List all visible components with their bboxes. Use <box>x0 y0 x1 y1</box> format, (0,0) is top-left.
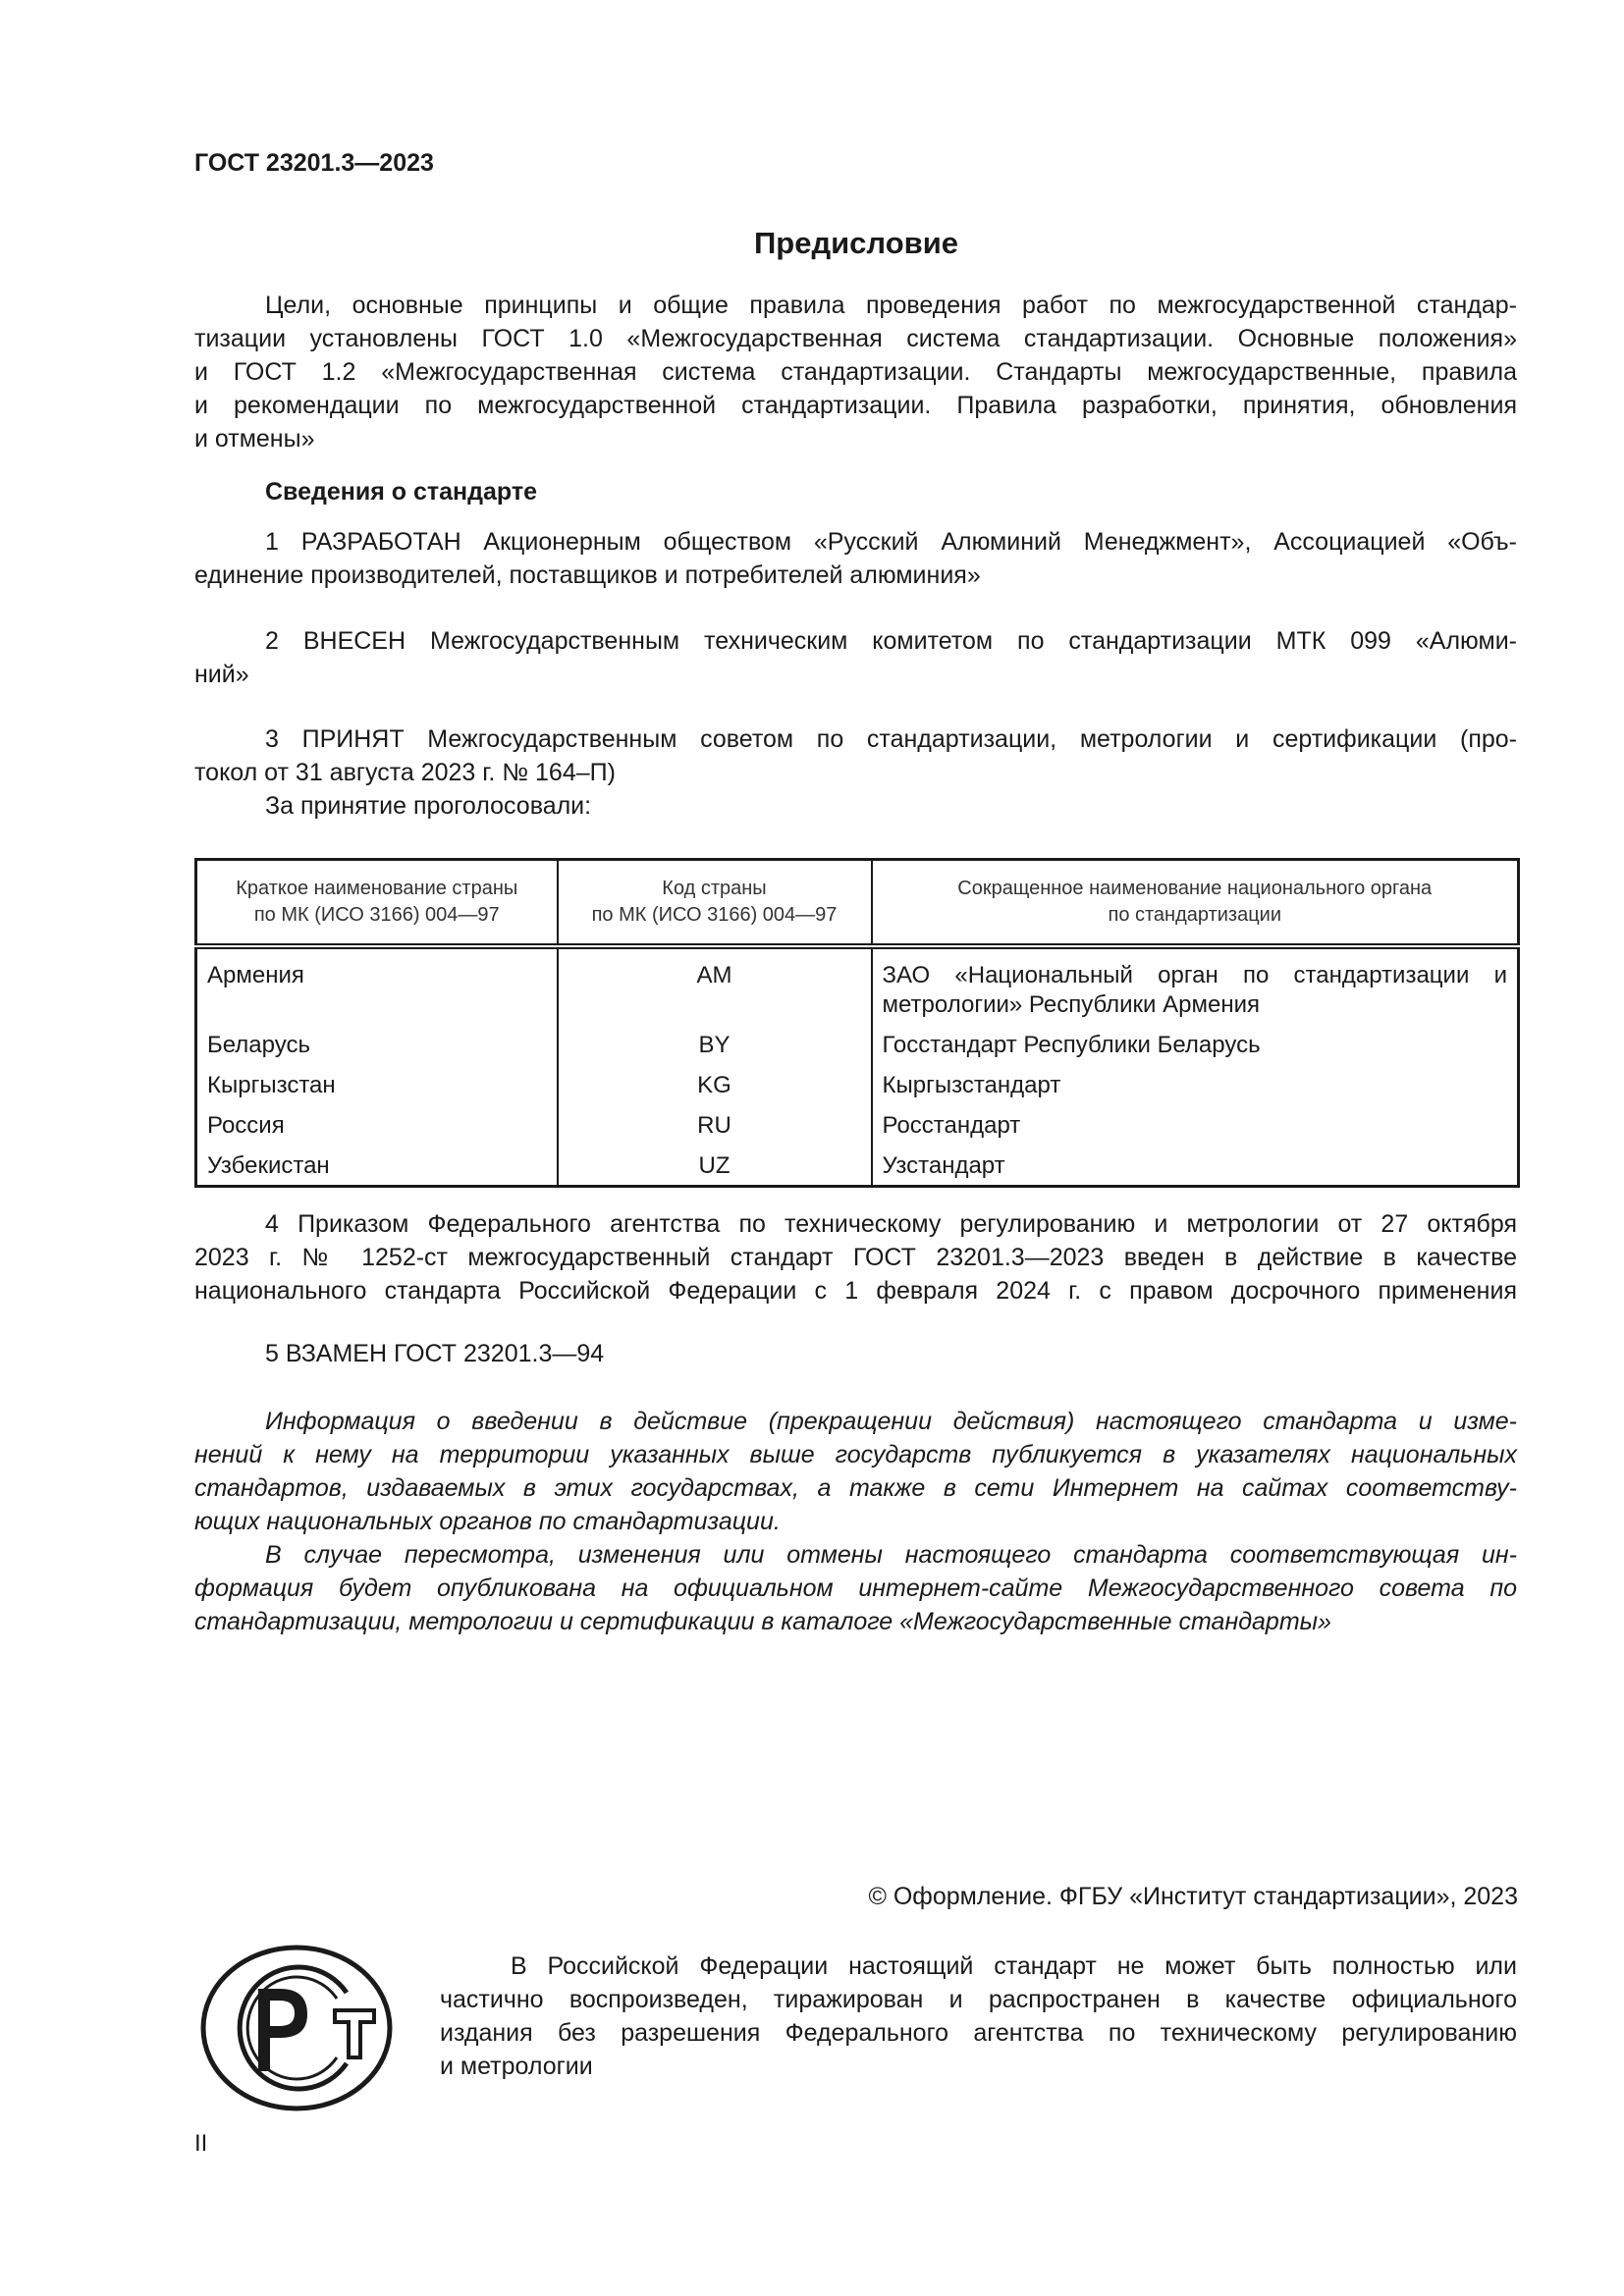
item-submitted <box>194 624 1517 691</box>
table-row <box>196 1064 1519 1104</box>
text-line: и рекомендации по межгосударственной стандартизации. Правила разработки, принятия, обновления <box>194 392 1517 419</box>
code-cell: KG <box>558 1064 872 1104</box>
text-line: 4 Приказом Федерального агентства по техническому регулированию и метрологии от 27 октября <box>265 1210 1517 1238</box>
voting-countries-table <box>194 858 1520 1188</box>
country-cell: Беларусь <box>196 1024 558 1064</box>
column-header-code: Код страны по МК (ИСО 3166) 004—97 <box>558 860 872 947</box>
text-line: стандартизации, метрологии и сертификации в каталоге «Межгосударственные стандарты» <box>194 1608 1331 1635</box>
code-cell: RU <box>558 1104 872 1145</box>
table-header-row <box>196 860 1519 947</box>
country-cell: Кыргызстан <box>196 1064 558 1104</box>
text-line: и отмены» <box>194 425 315 453</box>
text-line: ющих национальных органов по стандартизации. <box>194 1508 781 1535</box>
text-line: токол от 31 августа 2023 г. № 164–П) <box>194 759 616 786</box>
text-line: нений к нему на территории указанных выше государств публикуется в указателях национальных <box>194 1441 1517 1468</box>
text-line: 2 ВНЕСЕН Межгосударственным техническим комитетом по стандартизации МТК 099 «Алюми- <box>265 627 1517 655</box>
voted-label: За принятие проголосовали: <box>265 792 592 820</box>
text-line: национального стандарта Российской Федерации с 1 февраля 2024 г. с правом досрочного применения <box>194 1277 1517 1305</box>
text-line: 2023 г. № 1252-ст межгосударственный стандарт ГОСТ 23201.3—2023 введен в действие в качестве <box>194 1244 1517 1271</box>
country-cell: Узбекистан <box>196 1145 558 1187</box>
code-cell: UZ <box>558 1145 872 1187</box>
page-number: II <box>194 2130 208 2157</box>
body-cell: Узстандарт <box>872 1145 1519 1187</box>
info-paragraph <box>194 1405 1517 1638</box>
item-replaces: 5 ВЗАМЕН ГОСТ 23201.3—94 <box>265 1340 605 1367</box>
text-line: тизации установлены ГОСТ 1.0 «Межгосударственная система стандартизации. Основные положения» <box>194 325 1517 352</box>
document-id: ГОСТ 23201.3—2023 <box>194 149 434 177</box>
text-line: Цели, основные принципы и общие правила проведения работ по межгосударственной стандар- <box>265 292 1517 319</box>
body-cell: Росстандарт <box>872 1104 1519 1145</box>
body-cell: Кыргызстандарт <box>872 1064 1519 1104</box>
text-line: формация будет опубликована на официальном интернет-сайте Межгосударственного совета по <box>194 1575 1517 1602</box>
text-line: и метрологии <box>440 2053 593 2080</box>
column-header-country: Краткое наименование страны по МК (ИСО 3166) 004—97 <box>196 860 558 947</box>
item-enacted <box>194 1207 1517 1308</box>
page-title: Предисловие <box>753 226 958 260</box>
text-line: 3 ПРИНЯТ Межгосударственным советом по стандартизации, метрологии и сертификации (про- <box>265 725 1517 753</box>
code-cell: BY <box>558 1024 872 1064</box>
body-cell: ЗАО «Национальный орган по стандартизации и метрологии» Республики Армения <box>872 946 1519 1024</box>
table-row <box>196 1024 1519 1064</box>
text-line: единение производителей, поставщиков и потребителей алюминия» <box>194 561 981 589</box>
table-row <box>196 1145 1519 1187</box>
table-row <box>196 946 1519 1024</box>
text-line: В Российской Федерации настоящий стандарт не может быть полностью или <box>511 1952 1517 1980</box>
text-line: ний» <box>194 661 249 688</box>
country-cell: Россия <box>196 1104 558 1145</box>
text-line: 1 РАЗРАБОТАН Акционерным обществом «Русский Алюминий Менеджмент», Ассоциацией «Объ- <box>265 528 1517 556</box>
text-line: издания без разрешения Федерального агентства по техническому регулированию <box>440 2019 1517 2047</box>
text-line: стандартов, издаваемых в этих государствах, а также в сети Интернет на сайтах соответству- <box>194 1474 1517 1502</box>
code-cell: AM <box>558 946 872 1024</box>
text-line: и ГОСТ 1.2 «Межгосударственная система стандартизации. Стандарты межгосударственные, правила <box>194 358 1517 386</box>
column-header-body: Сокращенное наименование национального органа по стандартизации <box>872 860 1519 947</box>
country-cell: Армения <box>196 946 558 1024</box>
intro-paragraph <box>194 289 1517 455</box>
item-adopted <box>194 722 1517 823</box>
section-heading: Сведения о стандарте <box>265 478 538 506</box>
table-row <box>196 1104 1519 1145</box>
text-line: В случае пересмотра, изменения или отмены настоящего стандарта соответствующая ин- <box>265 1541 1517 1569</box>
body-cell: Госстандарт Республики Беларусь <box>872 1024 1519 1064</box>
text-line: частично воспроизведен, тиражирован и распространен в качестве официального <box>440 1986 1517 2013</box>
text-line: Информация о введении в действие (прекращении действия) настоящего стандарта и изме- <box>265 1408 1517 1435</box>
rst-logo-icon <box>199 1944 394 2112</box>
copyright-notice: © Оформление. ФГБУ «Институт стандартизации», 2023 <box>868 1883 1518 1910</box>
rights-notice <box>440 1949 1517 2083</box>
item-developed <box>194 525 1517 592</box>
